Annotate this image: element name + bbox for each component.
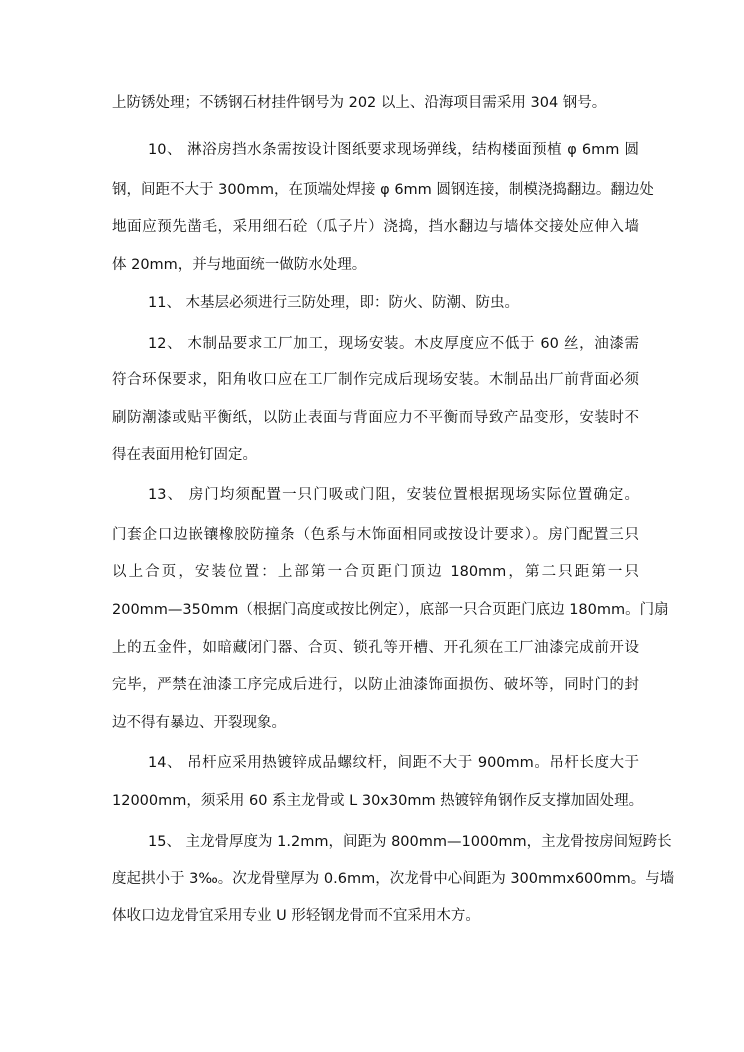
paragraph-line: 边不得有暴边、开裂现象。 [112, 715, 286, 731]
paragraph-line: 12000mm，须采用 60 系主龙骨或 L 30x30mm 热镀锌角钢作反支撑加固处理。 [112, 793, 644, 809]
paragraph-line: 度起拱小于 3‰。次龙骨壁厚为 0.6mm，次龙骨中心间距为 300mmx600mm。与墙 [112, 871, 675, 887]
paragraph-line: 上的五金件，如暗藏闭门器、合页、锁孔等开槽、开孔须在工厂油漆完成前开设 [112, 640, 639, 656]
paragraph-line: 11、 木基层必须进行三防处理，即：防火、防潮、防虫。 [148, 295, 520, 311]
paragraph-line: 符合环保要求，阳角收口应在工厂制作完成后现场安装。木制品出厂前背面必须 [112, 372, 639, 388]
paragraph-line: 10、 淋浴房挡水条需按设计图纸要求现场弹线，结构楼面预植 φ 6mm 圆 [148, 142, 639, 158]
paragraph-line: 体收口边龙骨宜采用专业 U 形轻钢龙骨而不宜采用木方。 [112, 908, 480, 924]
paragraph-line: 200mm—350mm（根据门高度或按比例定），底部一只合页距门底边 180mm。门扇 [112, 602, 669, 618]
paragraph-line: 地面应预先凿毛，采用细石砼（瓜子片）浇捣，挡水翻边与墙体交接处应伸入墙 [112, 219, 639, 235]
paragraph-line: 15、 主龙骨厚度为 1.2mm，间距为 800mm—1000mm，主龙骨按房间短跨长 [148, 834, 672, 850]
paragraph-line: 完毕，严禁在油漆工序完成后进行，以防止油漆饰面损伤、破坏等，同时门的封 [112, 677, 639, 693]
paragraph-line: 13、 房门均须配置一只门吸或门阻，安装位置根据现场实际位置确定。 [148, 487, 639, 503]
paragraph-line: 14、 吊杆应采用热镀锌成品螺纹杆，间距不大于 900mm。吊杆长度大于 [148, 755, 639, 771]
paragraph-line: 刷防潮漆或贴平衡纸，以防止表面与背面应力不平衡而导致产品变形，安装时不 [112, 410, 639, 426]
paragraph-line: 上防锈处理；不锈钢石材挂件钢号为 202 以上、沿海项目需采用 304 钢号。 [112, 95, 607, 111]
paragraph-line: 钢，间距不大于 300mm，在顶端处焊接 φ 6mm 圆钢连接，制模浇捣翻边。翻边处 [112, 182, 654, 198]
paragraph-line: 以上合页，安装位置：上部第一合页距门顶边 180mm，第二只距第一只 [112, 564, 639, 580]
paragraph-line: 12、 木制品要求工厂加工，现场安装。木皮厚度应不低于 60 丝，油漆需 [148, 336, 639, 352]
paragraph-line: 门套企口边嵌镶橡胶防撞条（色系与木饰面相同或按设计要求）。房门配置三只 [112, 527, 639, 543]
paragraph-line: 得在表面用枪钉固定。 [112, 447, 257, 463]
paragraph-line: 体 20mm，并与地面统一做防水处理。 [112, 257, 367, 273]
